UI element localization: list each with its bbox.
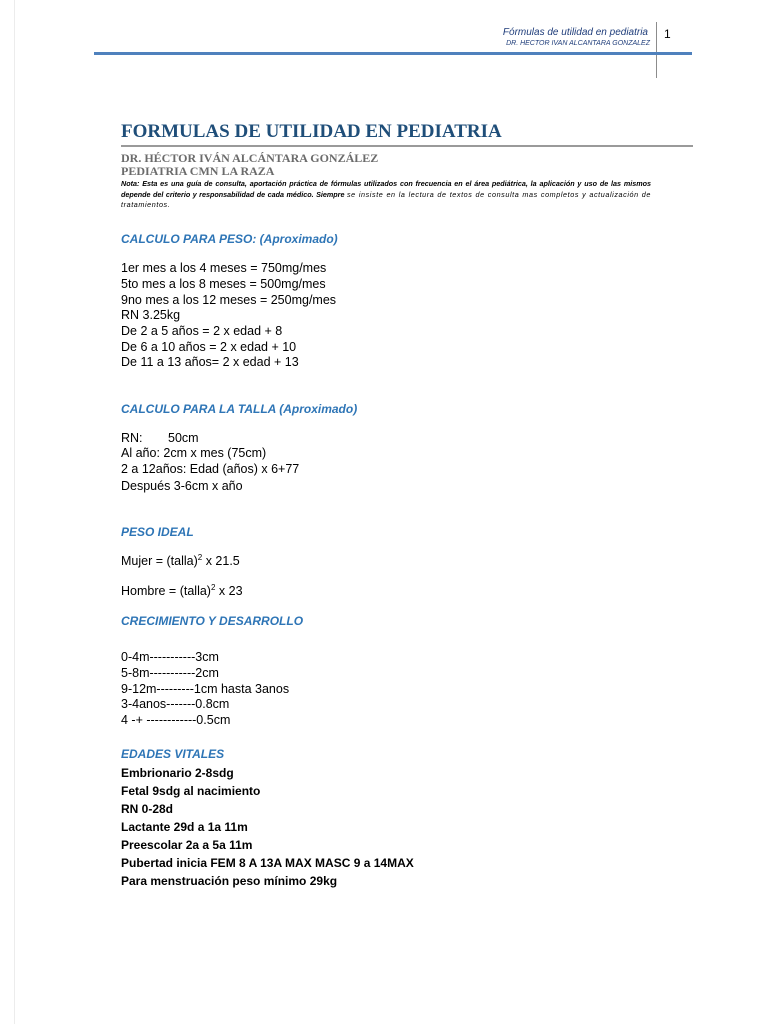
peso-line: De 11 a 13 años= 2 x edad + 13 [121, 355, 299, 369]
mujer-formula-prefix: Mujer = (talla) [121, 554, 198, 569]
page-number: 1 [664, 27, 671, 41]
edades-line: Fetal 9sdg al nacimiento [121, 784, 261, 798]
header-divider [656, 22, 657, 78]
peso-line: 1er mes a los 4 meses = 750mg/mes [121, 261, 327, 275]
hombre-formula-suffix: x 23 [215, 584, 243, 599]
crecimiento-line: 3-4anos-------0.8cm [121, 697, 230, 711]
peso-line: RN 3.25kg [121, 308, 181, 322]
section-heading-peso: CALCULO PARA PESO: (Aproximado) [121, 232, 338, 246]
note-label: Nota: [121, 179, 140, 188]
section-heading-peso-ideal: PESO IDEAL [121, 525, 194, 539]
peso-line: De 2 a 5 años = 2 x edad + 8 [121, 324, 283, 338]
peso-ideal-hombre [121, 583, 243, 598]
talla-line: 2 a 12años: Edad (años) x 6+77 [121, 462, 300, 476]
page-left-edge [14, 0, 15, 1024]
talla-line: Después 3-6cm x año [121, 479, 243, 493]
title-rule [121, 145, 693, 147]
section-heading-talla: CALCULO PARA LA TALLA (Aproximado) [121, 402, 358, 416]
note-text-regular: se insiste en la lectura de textos de consulta mas completos y actualización de tratamientos. [121, 189, 651, 209]
document-title: FORMULAS DE UTILIDAD EN PEDIATRIA [121, 121, 502, 142]
crecimiento-line: 5-8m-----------2cm [121, 666, 219, 680]
crecimiento-line: 0-4m-----------3cm [121, 650, 219, 664]
edades-line: Lactante 29d a 1a 11m [121, 820, 248, 834]
talla-rn-label: RN: [121, 431, 143, 445]
hombre-formula-prefix: Hombre = (talla) [121, 584, 211, 599]
edades-line: RN 0-28d [121, 802, 174, 816]
header-rule [94, 52, 692, 55]
mujer-exponent: 2 [197, 553, 203, 562]
affiliation: PEDIATRIA CMN LA RAZA [121, 164, 275, 178]
running-header-title: Fórmulas de utilidad en pediatria [502, 27, 648, 38]
talla-line: Al año: 2cm x mes (75cm) [121, 446, 267, 460]
mujer-formula-suffix: x 21.5 [202, 554, 240, 569]
peso-line: De 6 a 10 años = 2 x edad + 10 [121, 340, 297, 354]
crecimiento-line: 9-12m---------1cm hasta 3anos [121, 682, 290, 696]
talla-rn-value: 50cm [168, 431, 199, 445]
peso-line: 5to mes a los 8 meses = 500mg/mes [121, 277, 326, 291]
section-heading-edades: EDADES VITALES [121, 747, 225, 761]
author-name: DR. HÉCTOR IVÁN ALCÁNTARA GONZÁLEZ [121, 151, 379, 165]
crecimiento-line: 4 -+ ------------0.5cm [121, 713, 231, 727]
note-text-bold: Esta es una guía de consulta, aportación práctica de fórmulas utilizados con frecuencia en el área pediátrica, la aplicación y uso de las mismos depende del criterio y responsabilidad de cada médico. Siempre [121, 179, 651, 199]
peso-ideal-mujer [121, 553, 240, 568]
edades-line: Pubertad inicia FEM 8 A 13A MAX MASC 9 a 14MAX [121, 856, 414, 870]
edades-line: Preescolar 2a a 5a 11m [121, 838, 253, 852]
peso-line: 9no mes a los 12 meses = 250mg/mes [121, 293, 337, 307]
hombre-exponent: 2 [210, 583, 216, 592]
edades-line: Para menstruación peso mínimo 29kg [121, 874, 338, 888]
disclaimer-note [121, 179, 651, 211]
talla-rn-line [121, 431, 199, 445]
edades-line: Embrionario 2-8sdg [121, 766, 234, 780]
running-header-author: DR. HECTOR IVAN ALCANTARA GONZALEZ [506, 40, 650, 47]
section-heading-crecimiento: CRECIMIENTO Y DESARROLLO [121, 614, 304, 628]
